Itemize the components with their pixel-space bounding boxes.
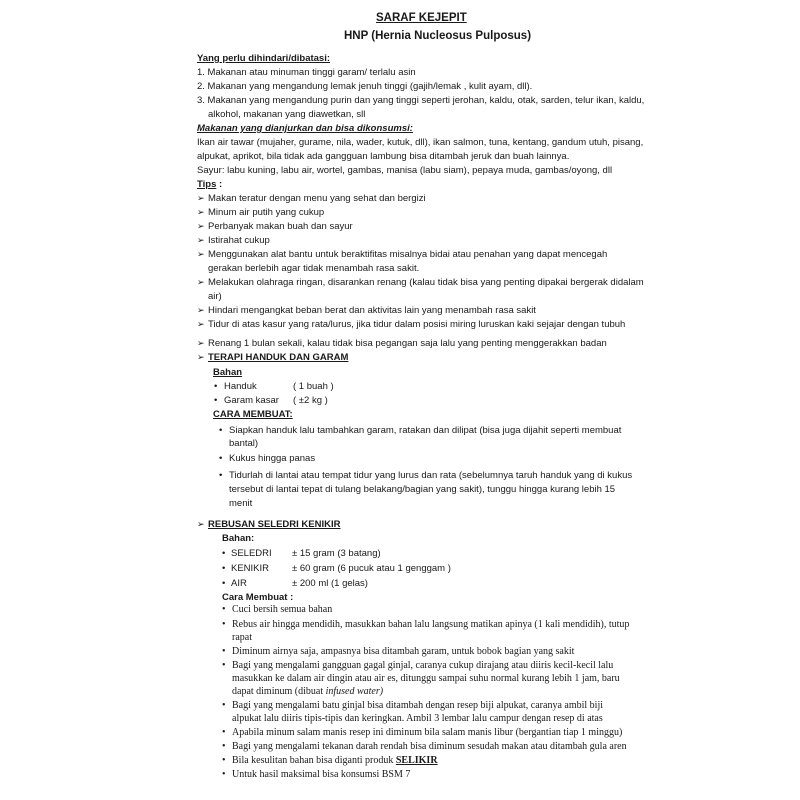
infused-water-text: infused water): [325, 686, 384, 697]
arrow-icon: ➢: [197, 277, 205, 287]
celery-step: Bagi yang mengalami tekanan darah rendah bisa diminum sesudah makan atau ditambah gula aren: [232, 741, 627, 752]
arrow-icon: ➢: [197, 305, 205, 315]
bullet-icon: •: [214, 381, 218, 392]
tips-heading-label: Tips: [197, 179, 217, 190]
tips-item: Menggunakan alat bantu untuk beraktifitas misalnya bidai atau penahan yang dapat mencegah: [208, 249, 608, 260]
tips-item-cont: gerakan berlebih agar tidak menambah rasa sakit.: [208, 263, 420, 274]
celery-heading: REBUSAN SELEDRI KENIKIR: [208, 519, 341, 530]
bullet-icon: •: [219, 425, 223, 436]
towel-ingredient-qty: ( ±2 kg ): [293, 395, 328, 406]
celery-step-cont: [232, 686, 383, 699]
tips-heading-colon: :: [216, 179, 223, 190]
celery-step: [232, 755, 438, 768]
bullet-icon: •: [222, 548, 226, 559]
arrow-icon: ➢: [197, 207, 205, 217]
arrow-icon: ➢: [197, 319, 205, 329]
celery-ingredient-qty: ± 15 gram (3 batang): [292, 548, 381, 559]
celery-step-cont: alpukat lalu diiris tipis-tipis dan keringkan. Ambil 3 lembar lalu campur dengan resep di atas: [232, 713, 603, 724]
towel-ingredient-name: Handuk: [224, 381, 257, 392]
arrow-icon: ➢: [197, 352, 205, 362]
bullet-icon: •: [222, 660, 226, 671]
celery-bahan-label: Bahan:: [222, 533, 255, 544]
celery-step-cont: rapat: [232, 632, 252, 643]
tips-item: Perbanyak makan buah dan sayur: [208, 221, 353, 232]
celery-ingredient-qty: ± 60 gram (6 pucuk atau 1 genggam ): [292, 563, 451, 574]
celery-step: Untuk hasil maksimal bisa konsumsi BSM 7: [232, 769, 411, 780]
towel-step-cont: tersebut di lantai tepat di tulang belakang/bagian yang sakit), tunggu hingga kurang lebih 15: [229, 484, 616, 495]
bullet-icon: •: [219, 470, 223, 481]
celery-method-label: Cara Membuat :: [222, 592, 294, 603]
celery-step: Rebus air hingga mendidih, masukkan bahan lalu langsung matikan apinya (1 kali mendidih), tutup: [232, 619, 630, 630]
celery-step-text: dapat diminum (dibuat: [232, 686, 326, 697]
arrow-icon: ➢: [197, 221, 205, 231]
page-title: SARAF KEJEPIT: [376, 12, 467, 24]
avoid-item: 2. Makanan yang mengandung lemak jenuh tinggi (gajih/lemak , kulit ayam, dll).: [197, 81, 533, 92]
towel-step: Kukus hingga panas: [229, 453, 316, 464]
bullet-icon: •: [222, 619, 226, 630]
celery-ingredient-qty: ± 200 ml (1 gelas): [292, 578, 368, 589]
arrow-icon: ➢: [197, 235, 205, 245]
celery-step: Bagi yang mengalami gangguan gagal ginjal, caranya cukup dirajang atau diiris kecil-kecil lalu: [232, 660, 614, 671]
avoid-item: alkohol, makanan yang diawetkan, sll: [208, 109, 366, 120]
tips-item: Renang 1 bulan sekali, kalau tidak bisa pegangan saja lalu yang penting menggerakkan badan: [208, 338, 607, 349]
bullet-icon: •: [222, 563, 226, 574]
towel-step-cont: menit: [229, 498, 253, 509]
bullet-icon: •: [222, 769, 226, 780]
avoid-heading: Yang perlu dihindari/dibatasi:: [197, 53, 331, 64]
avoid-item: 1. Makanan atau minuman tinggi garam/ terlalu asin: [197, 67, 416, 78]
arrow-icon: ➢: [197, 338, 205, 348]
celery-step: Cuci bersih semua bahan: [232, 604, 333, 615]
towel-step-cont: bantal): [229, 438, 259, 449]
tips-item: Hindari mengangkat beban berat dan aktivitas lain yang menambah rasa sakit: [208, 305, 536, 316]
tips-heading: [197, 179, 222, 191]
bullet-icon: •: [222, 741, 226, 752]
bullet-icon: •: [222, 646, 226, 657]
recommended-line: Ikan air tawar (mujaher, gurame, nila, wader, kutuk, dll), ikan salmon, tuna, kentang, gandum utuh, pisang,: [197, 137, 644, 148]
towel-method-label: CARA MEMBUAT:: [213, 409, 293, 420]
celery-step-cont: masukkan ke dalam air dingin atau air es, ditunggu sampai suhu normal kurang lebih 1 jam, baru: [232, 673, 620, 684]
bullet-icon: •: [219, 453, 223, 464]
celery-ingredient-name: AIR: [231, 578, 247, 589]
recommended-line: alpukat, aprikot, bila tidak ada gangguan lambung bisa ditambah jeruk dan buah lainnya.: [197, 151, 570, 162]
recommended-line: Sayur: labu kuning, labu air, wortel, gambas, manisa (labu siam), pepaya muda, gambas/oyong, dll: [197, 165, 613, 176]
arrow-icon: ➢: [197, 249, 205, 259]
bullet-icon: •: [222, 604, 226, 615]
page-subtitle: HNP (Hernia Nucleosus Pulposus): [344, 30, 532, 42]
bullet-icon: •: [222, 700, 226, 711]
towel-heading: TERAPI HANDUK DAN GARAM: [208, 352, 349, 363]
bullet-icon: •: [222, 578, 226, 589]
selikir-product: SELIKIR: [395, 755, 438, 766]
tips-item-cont: air): [208, 291, 222, 302]
recommended-heading: Makanan yang dianjurkan dan bisa dikonsumsi:: [197, 123, 413, 134]
towel-bahan-label: Bahan: [213, 367, 243, 378]
towel-ingredient-qty: ( 1 buah ): [293, 381, 334, 392]
tips-item: Istirahat cukup: [208, 235, 270, 246]
tips-item: Minum air putih yang cukup: [208, 207, 325, 218]
celery-step: Diminum airnya saja, ampasnya bisa ditambah garam, untuk bobok bagian yang sakit: [232, 646, 575, 657]
bullet-icon: •: [222, 727, 226, 738]
arrow-icon: ➢: [197, 193, 205, 203]
avoid-item: 3. Makanan yang mengandung purin dan yang tinggi seperti jerohan, kaldu, otak, sarden, telur ikan, kaldu,: [197, 95, 645, 106]
bullet-icon: •: [214, 395, 218, 406]
tips-item: Melakukan olahraga ringan, disarankan renang (kalau tidak bisa yang penting dipakai bergerak didalam: [208, 277, 644, 288]
towel-ingredient-name: Garam kasar: [224, 395, 279, 406]
celery-step-text: Bila kesulitan bahan bisa diganti produk: [232, 755, 396, 766]
arrow-icon: ➢: [197, 519, 205, 529]
tips-item: Tidur di atas kasur yang rata/lurus, jika tidur dalam posisi miring luruskan kaki sejajar dengan tubuh: [208, 319, 626, 330]
celery-step: Bagi yang mengalami batu ginjal bisa ditambah dengan resep biji alpukat, caranya ambil biji: [232, 700, 604, 711]
tips-item: Makan teratur dengan menu yang sehat dan bergizi: [208, 193, 426, 204]
celery-ingredient-name: KENIKIR: [231, 563, 270, 574]
towel-step: Tidurlah di lantai atau tempat tidur yang lurus dan rata (sebelumnya taruh handuk yang di kukus: [229, 470, 633, 481]
celery-step: Apabila minum salam manis resep ini diminum bila salam manis libur (bergantian tiap 1 minggu): [232, 727, 623, 738]
bullet-icon: •: [222, 755, 226, 766]
towel-step: Siapkan handuk lalu tambahkan garam, ratakan dan dilipat (bisa juga dijahit seperti membuat: [229, 425, 622, 436]
celery-ingredient-name: SELEDRI: [231, 548, 272, 559]
